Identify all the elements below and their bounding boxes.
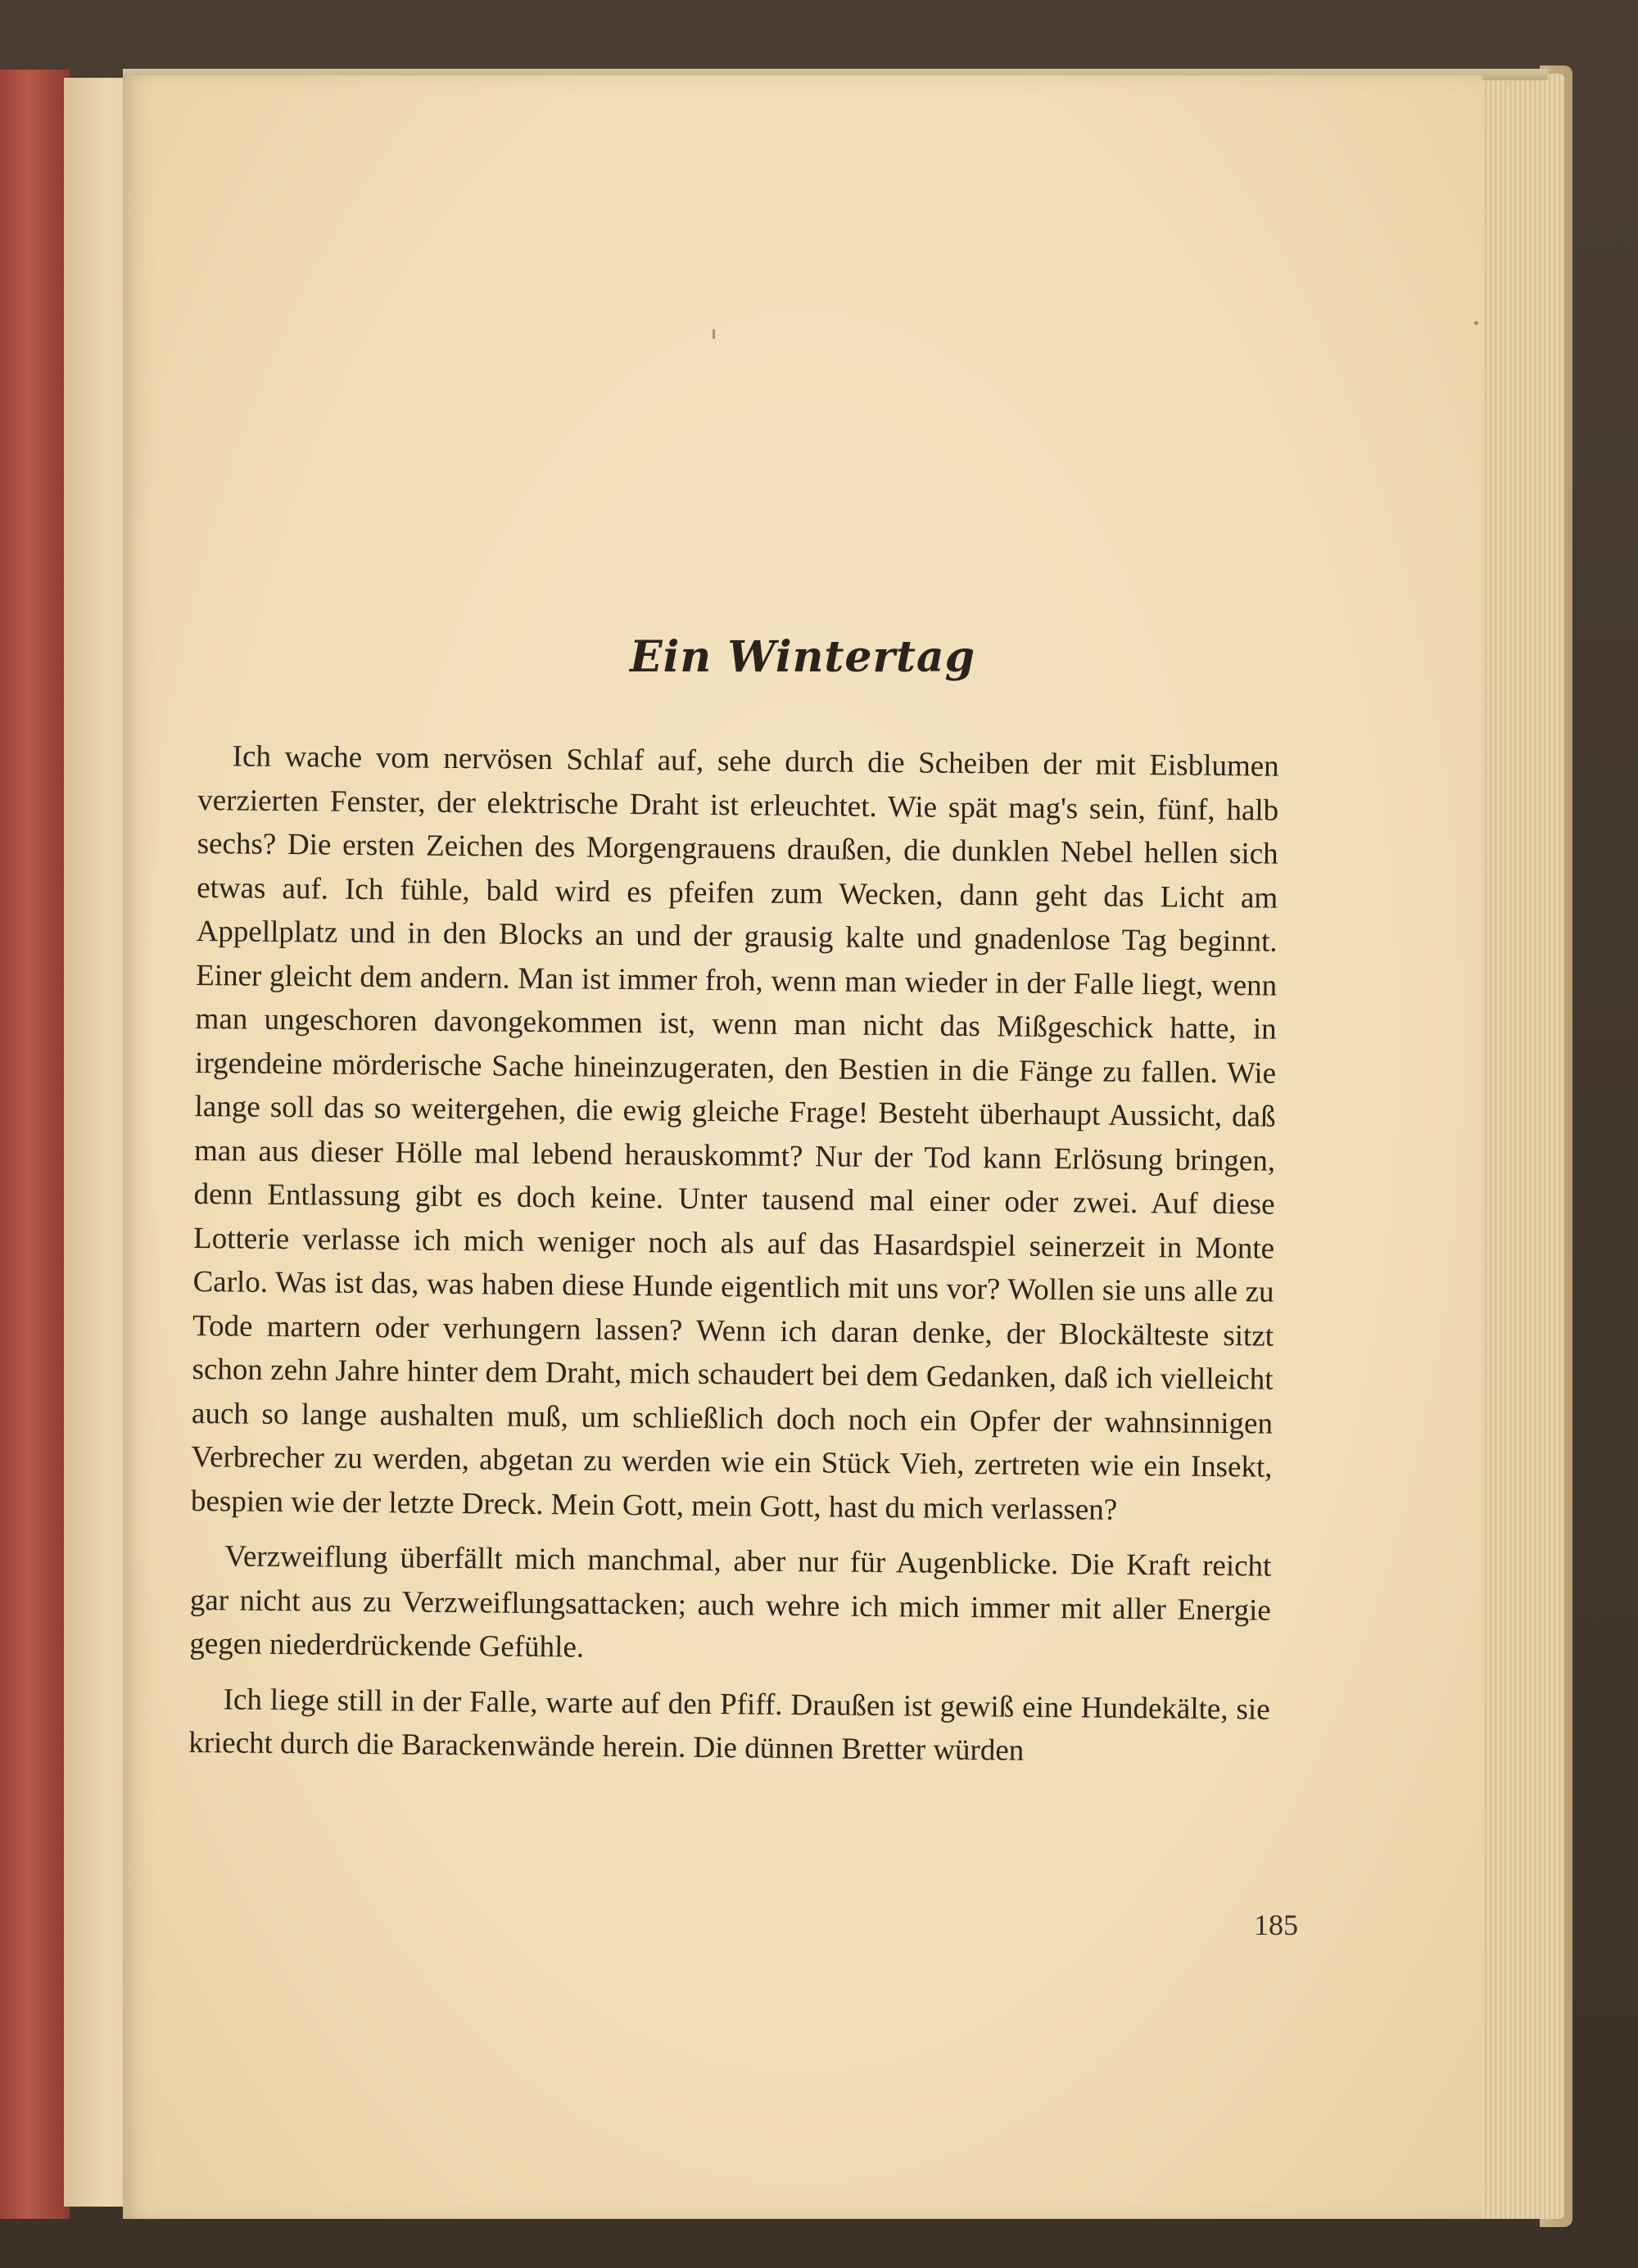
book-page (123, 75, 1482, 2219)
paragraph-2: Verzweiflung überfällt mich manchmal, aber nur für Augenblicke. Die Kraft reicht gar nicht aus zu Verzweiflungsattacken; auch wehre ich mich immer mit aller Energie gegen niederdrückende Gefühle. (189, 1539, 1272, 1665)
book-cover-left (0, 70, 70, 2219)
page-number: 185 (1254, 1909, 1298, 1941)
paper-speck (1474, 321, 1478, 325)
chapter-title: Ein Wintertag (630, 632, 975, 682)
paper-speck (713, 329, 715, 339)
body-text (188, 734, 1279, 1787)
paragraph-1: Ich wache vom nervösen Schlaf auf, sehe durch die Scheiben der mit Eisblumen verzierten Fenster, der elektrische Draht ist erleuchtet. Wie spät mag's sein, fünf, halb sechs? Die ersten Zeichen des Morgengrauens draußen, die dunklen Nebel hellen sich etwas auf. Ich fühle, bald wird es pfeifen zum Wecken, dann geht das Licht am Appellplatz und in den Blocks an und der grausig kalte und gnadenlose Tag beginnt. Einer gleicht dem andern. Man ist immer froh, wenn man wieder in der Falle liegt, wenn man ungeschoren davongekommen ist, wenn man nicht das Mißgeschick hatte, in irgendeine mörderische Sache hineinzugeraten, den Bestien in die Fänge zu fallen. Wie lange soll das so weitergehen, die ewig gleiche Frage! Besteht überhaupt Aussicht, daß man aus dieser Hölle mal lebend herauskommt? Nur der Tod kann Erlösung bringen, denn Entlassung gibt es doch keine. Unter tausend mal einer oder zwei. Auf diese Lotterie verlasse ich mich weniger noch als auf das Hasardspiel seinerzeit in Monte Carlo. Was ist das, was haben diese Hunde eigentlich mit uns vor? Wollen sie uns alle zu Tode martern oder verhungern lassen? Wenn ich daran denke, der Blockälteste sitzt schon zehn Jahre hinter dem Draht, mich schaudert bei dem Gedanken, daß ich vielleicht auch so lange aushalten muß, um schließlich doch noch ein Opfer der wahnsinnigen Verbrecher zu werden, abgetan zu werden wie ein Stück Vieh, zertreten wie ein Insekt, bespien wie der letzte Dreck. Mein Gott, mein Gott, hast du mich verlassen? (190, 739, 1279, 1527)
paragraph-3: Ich liege still in der Falle, warte auf den Pfiff. Draußen ist gewiß eine Hundekälte, sie kriecht durch die Barackenwände herein. Die dünnen Bretter würden (188, 1682, 1270, 1768)
